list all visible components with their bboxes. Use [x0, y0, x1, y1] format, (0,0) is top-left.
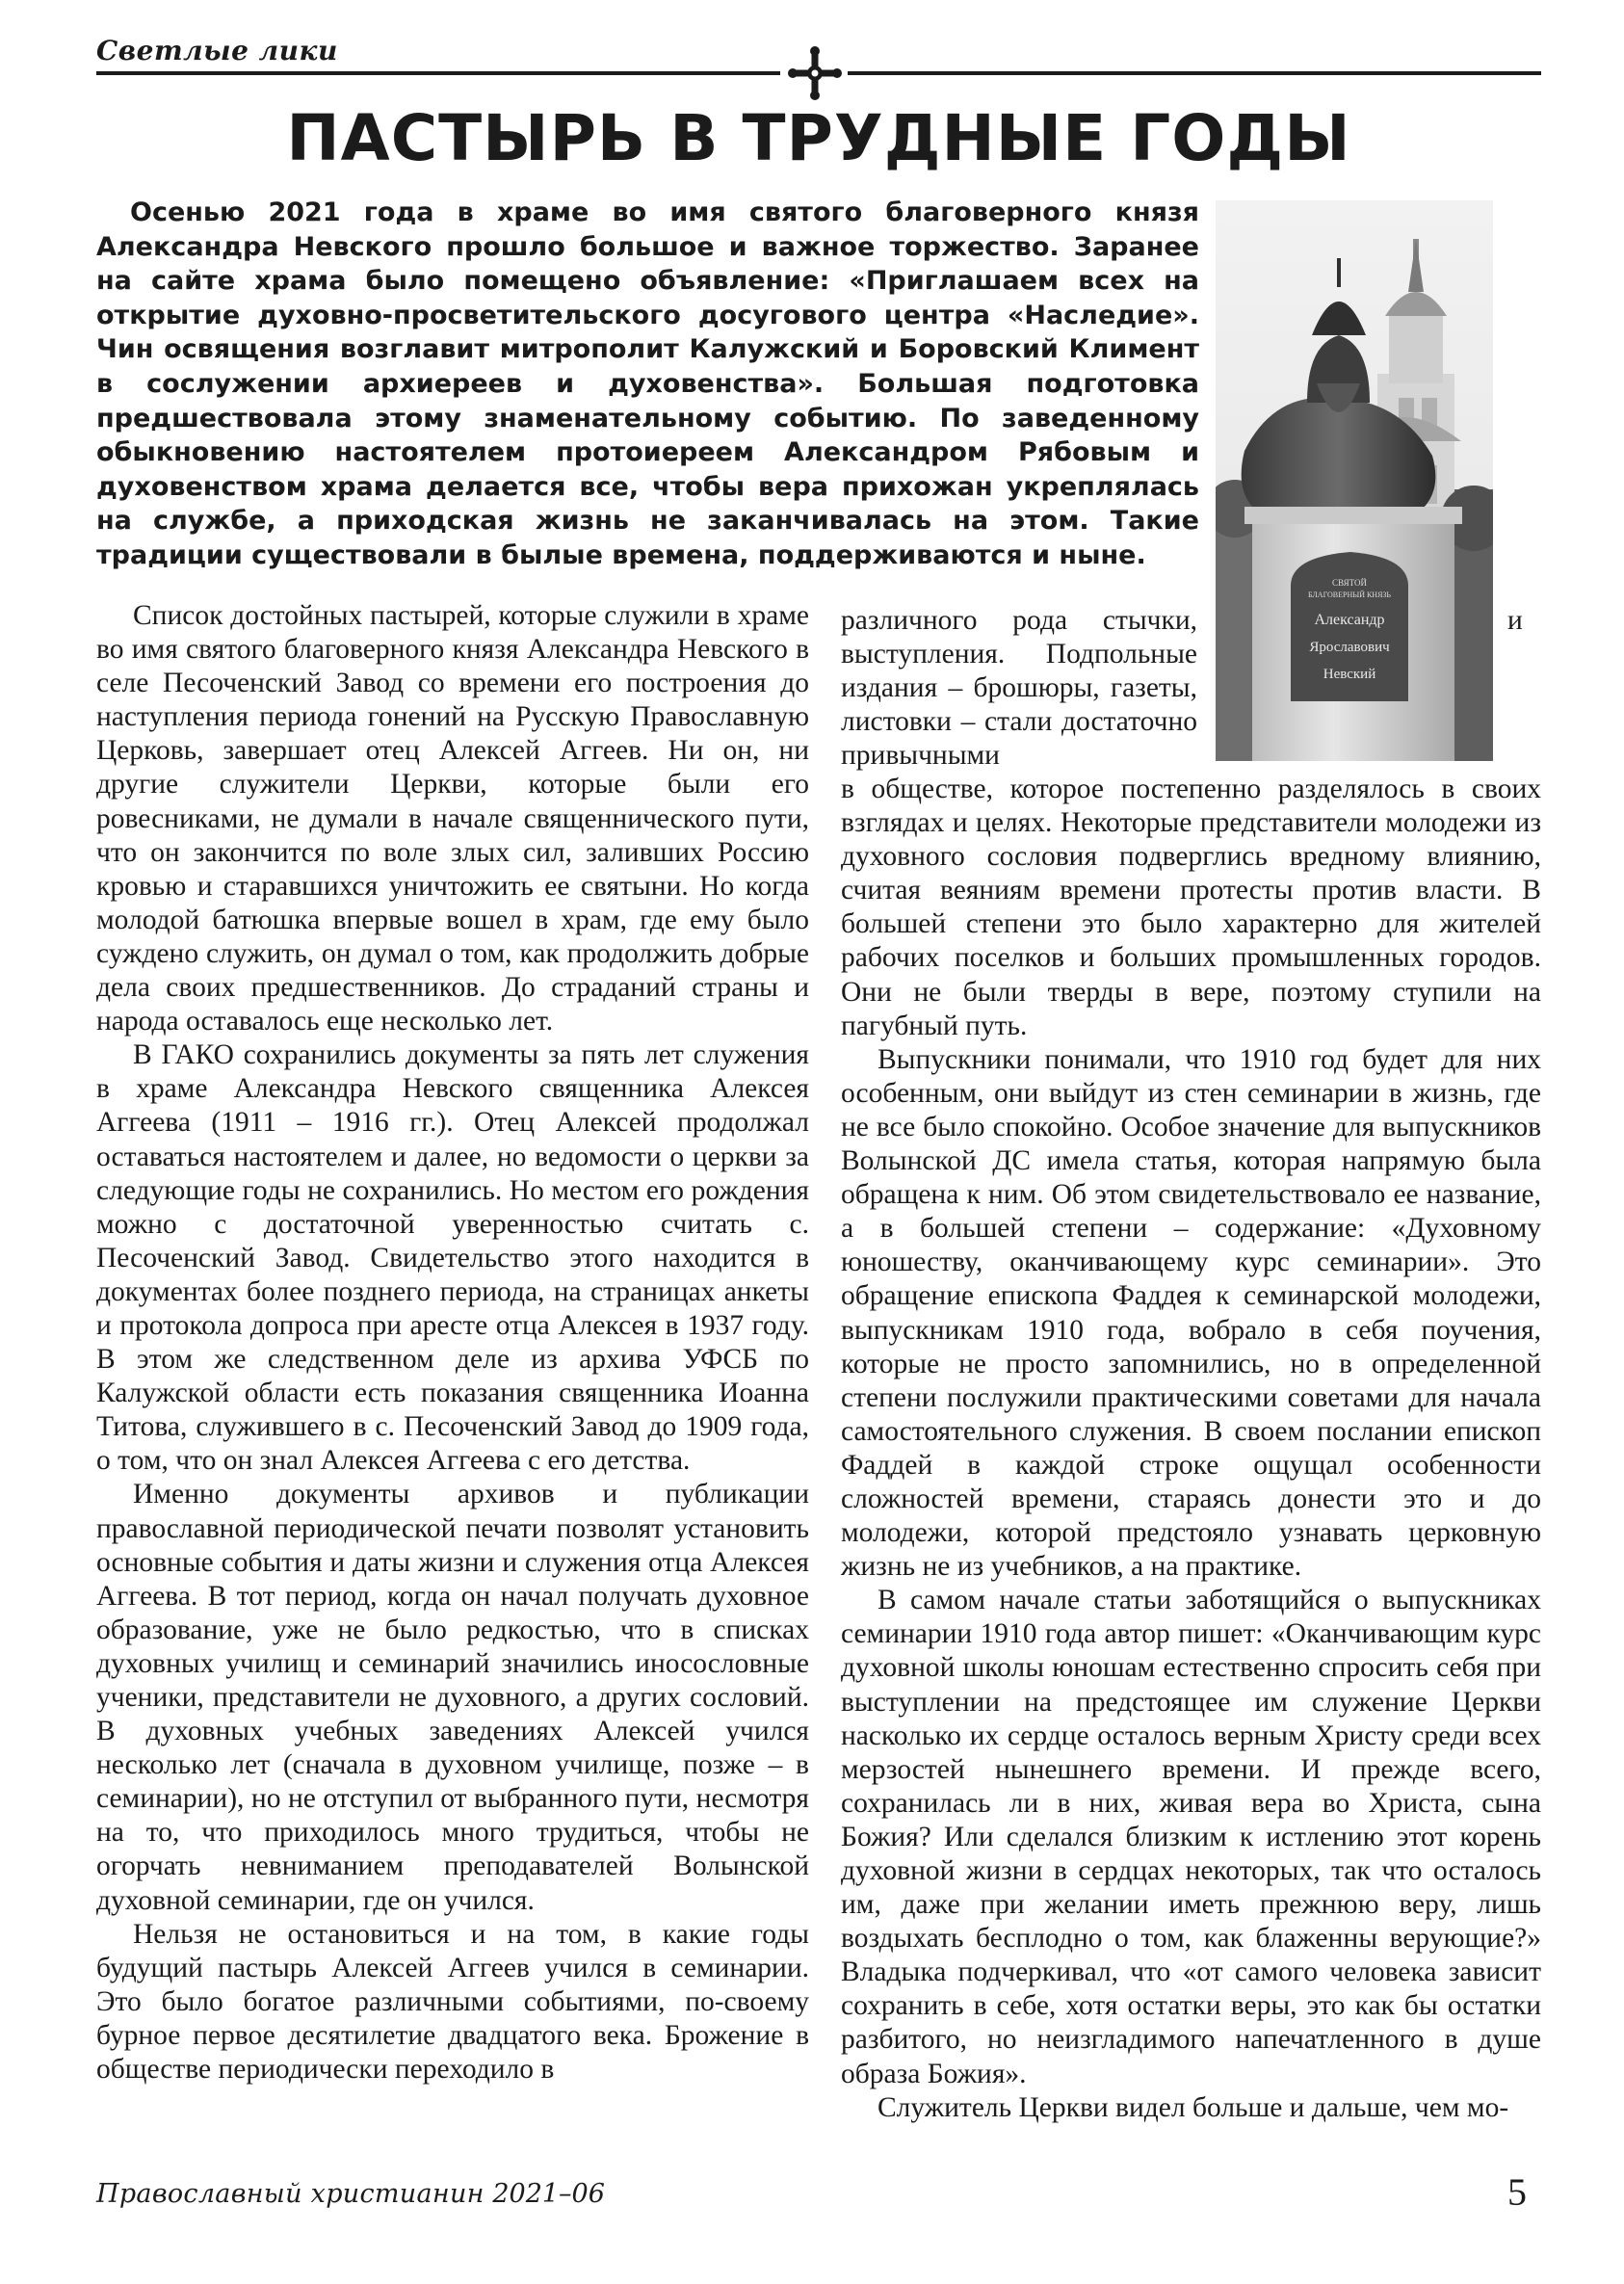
- orthodox-cross-icon: [788, 46, 842, 100]
- footer-publication: [96, 2179, 605, 2209]
- plaque-text-5: Невский: [1323, 667, 1376, 682]
- body-paragraph: Служитель Церкви видел больше и дальше, чем мо-: [877, 2091, 1509, 2123]
- body-paragraph-continued: в обществе, которое постепенно разделялось в своих взглядах и целях. Некоторые представители молодежи из духовного сословия подверглись вредному влиянию, считая веяниям времени протесты против власти. В большей степени это было характерно для жителей рабочих поселков и больших промышленных городов. Они не были тверды в вере, поэтому ступили на пагубный путь.: [841, 774, 1541, 1041]
- article-title: ПАСТЫРЬ В ТРУДНЫЕ ГОДЫ: [286, 101, 1351, 175]
- body-paragraph: Нельзя не остановиться и на том, в какие годы будущий пастырь Алексей Аггеев учился в семинарии. Это было богатое различными событиями, по-своему бурное первое десятилетие двадцатого века. Брожение в обществе периодически переходило в: [96, 1918, 809, 2086]
- page-number: 5: [1507, 2170, 1527, 2214]
- body-paragraph: Именно документы архивов и публикации православной периодической печати позволят установить основные события и даты жизни и служения отца Алексея Аггеева. В тот период, когда он начал получать духовное образование, уже не было редкостью, что в списках духовных училищ и семинарий значились иносословные ученики, представители не духовного, а других сословий. В духовных учебных заведениях Алексей учился несколько лет (сначала в духовном училище, позже – в семинарии), но не отступил от выбранного пути, несмотря на то, что приходилось много трудиться, чтобы не огорчать невниманием преподавателей Волынской духовной семинарии, где он учился.: [96, 1479, 809, 1916]
- body-word-wrap: и: [1507, 605, 1523, 636]
- section-label: Светлые лики: [96, 35, 338, 66]
- body-paragraph: Список достойных пастырей, которые служили в храме во имя святого благоверного князя Александра Невского в селе Песоченский Завод со времени его построения до наступления периода гонений на Русскую Православную Церковь, завершает отец Алексей Аггеев. Ни он, ни другие служители Церкви, которые были его ровесниками, не думали в начале священнического пути, что он закончится по воле злых сил, заливших Россию кровью и старавшихся уничтожить ее святыни. Но когда молодой батюшка впервые вошел в храм, где ему было суждено служить, он думал о том, как продолжить добрые дела своих предшественников. До страданий страны и народа оставалось еще несколько лет.: [96, 600, 809, 1037]
- monument-photo: [1216, 200, 1493, 761]
- issue-number: 2021–06: [492, 2179, 605, 2209]
- header-rule-left: [96, 71, 780, 75]
- body-paragraph: Выпускники понимали, что 1910 год будет для них особенным, они выйдут из стен семинарии в жизнь, где не все было спокойно. Особое значение для выпускников Волынской ДС имела статья, которая напрямую была обращена к ним. Об этом свидетельствовало ее название, а в большей степени – содержание: «Духовному юношеству, оканчивающему курс семинарии». Это обращение епископа Фаддея к семинарской молодежи, выпускникам 1910 года, вобрало в себя поучения, которые не просто запомнились, но в определенной степени послужили практическими советами для начала самостоятельного служения. В своем послании епископ Фаддей в каждой строке ощущал особенности сложностей времени, стараясь донести это и до молодежи, которой предстояло узнавать церковную жизнь не из учебников, а на практике.: [841, 1043, 1541, 1583]
- header-rule-right: [848, 71, 1541, 75]
- plaque-text-4: Ярославович: [1309, 640, 1390, 655]
- plaque-text-3: Александр: [1314, 612, 1385, 628]
- publication-name: Православный христианин: [96, 2179, 485, 2209]
- body-paragraph-continued: различного рода стычки, выступления. Подпольные издания – брошюры, газеты, листовки – стали достаточно привычными: [841, 605, 1197, 772]
- left-column: [96, 599, 809, 2087]
- plaque-text-1: СВЯТОЙ: [1332, 578, 1367, 588]
- body-paragraph: В самом начале статьи заботящийся о выпускниках семинарии 1910 года автор пишет: «Оканчивающим курс духовной школы юношам естественно спросить себя при выступлении на предстоящее им служение Церкви насколько их сердце осталось верным Христу среди всех мерзостей нынешнего времени. И прежде всего, сохранилась ли в них, живая вера во Христа, сына Божия? Или сделался близким к истлению этот корень духовной жизни в сердцах некоторых, так что осталось им, даже при желании иметь прежнюю веру, лишь воздыхать бесплодно о том, как блаженны верующие?» Владыка подчеркивал, что «от самого человека зависит сохранить в себе, хотя остатки веры, это как бы остатки разбитого, но неизгладимого напечатленного в душе образа Божия».: [841, 1585, 1541, 2089]
- lead-paragraph: Осенью 2021 года в храме во имя святого благоверного князя Александра Невского прошло большое и важное торжество. Заранее на сайте храма было помещено объявление: «Приглашаем всех на открытие духовно-просветительского досугового центра «Наследие». Чин освящения возглавит митрополит Калужский и Боровский Климент в сослужении архиереев и духовенства». Большая подготовка предшествовала этому знаменательному событию. По заведенному обыкновению настоятелем протоиереем Александром Рябовым и духовенством храма делается все, чтобы вера прихожан укреплялась на службе, а приходская жизнь не заканчивалась на этом. Такие традиции существовали в былые времена, поддерживаются и ныне.: [96, 197, 1199, 570]
- right-column: [841, 773, 1541, 2125]
- right-column-top: [841, 604, 1197, 773]
- body-paragraph: В ГАКО сохранились документы за пять лет служения в храме Александра Невского священника Алексея Аггеева (1911 – 1916 гг.). Отец Алексей продолжал оставаться настоятелем и далее, но ведомости о церкви за следующие годы не сохранились. Но местом его рождения можно с достаточной уверенностью считать с. Песоченский Завод. Свидетельство этого находится в документах более позднего периода, на страницах анкеты и протокола допроса при аресте отца Алексея в 1937 году. В этом же следственном деле из архива УФСБ по Калужской области есть показания священника Иоанна Титова, служившего в с. Песоченский Завод до 1909 года, о том, что он знал Алексея Аггеева с его детства.: [96, 1039, 809, 1477]
- plaque-text-2: БЛАГОВЕРНЫЙ КНЯЗЬ: [1307, 591, 1392, 599]
